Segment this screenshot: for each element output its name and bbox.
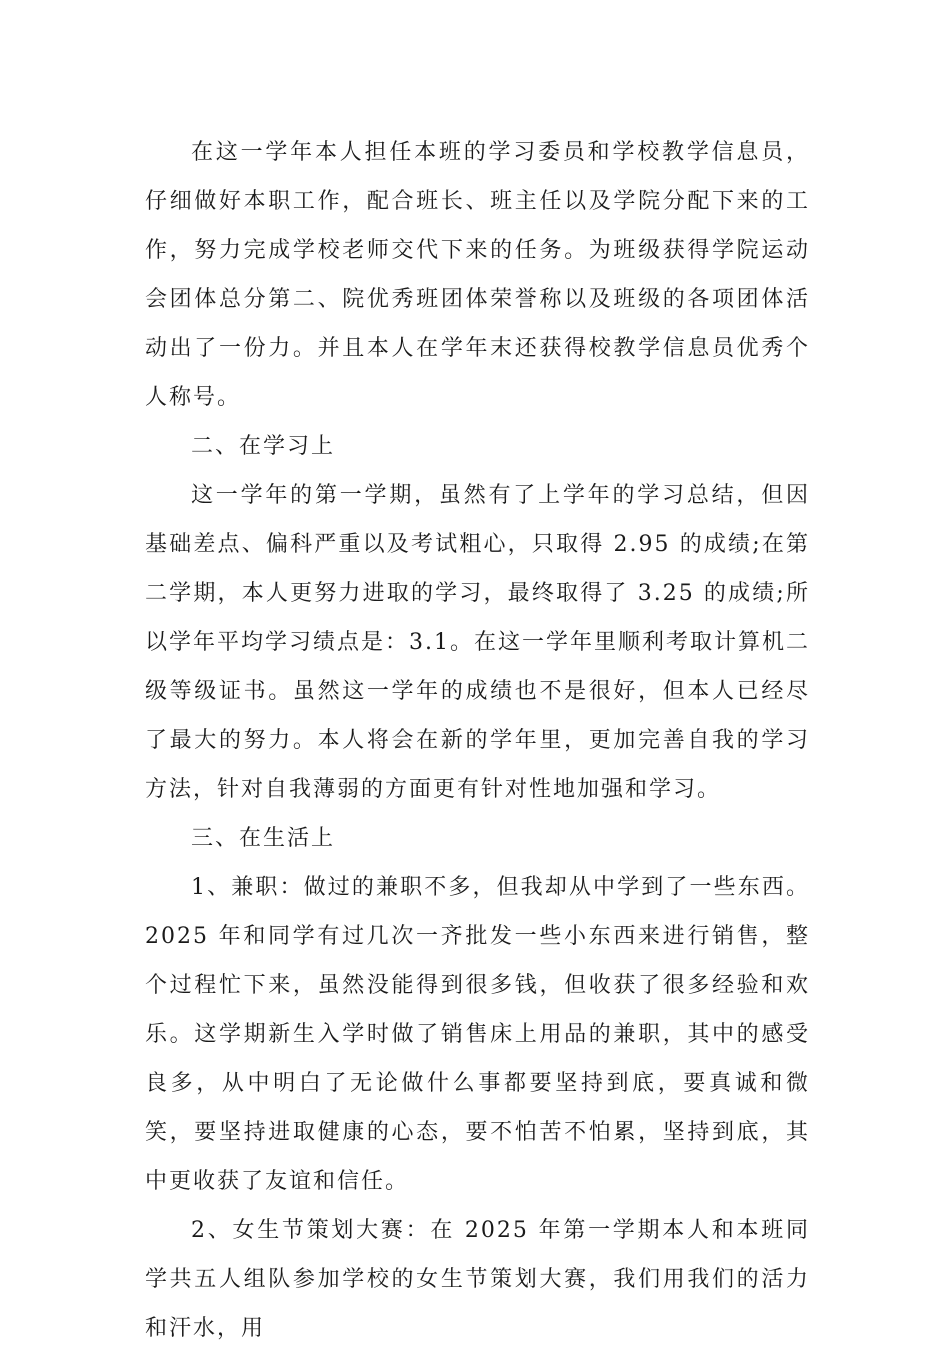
paragraph-role-summary: 在这一学年本人担任本班的学习委员和学校教学信息员，仔细做好本职工作，配合班长、班主任以及学院分配下来的工作，努力完成学校老师交代下来的任务。为班级获得学院运动会团体总分第二、院优秀班团体荣誉称以及班级的各项团体活动出了一份力。并且本人在学年末还获得校教学信息员优秀个人称号。 <box>145 140 810 410</box>
section-heading-study: 二、在学习上 <box>191 434 336 459</box>
paragraph-part-time: 1、兼职：做过的兼职不多，但我却从中学到了一些东西。2025 年和同学有过几次一齐批发一些小东西来进行销售，整个过程忙下来，虽然没能得到很多钱，但收获了很多经验和欢乐。这学期新生入学时做了销售床上用品的兼职，其中的感受良多，从中明白了无论做什么事都要坚持到底，要真诚和微笑，要坚持进取健康的心态，要不怕苦不怕累，坚持到底，其中更收获了友谊和信任。 <box>145 875 810 1194</box>
paragraph-planning-contest: 2、女生节策划大赛：在 2025 年第一学期本人和本班同学共五人组队参加学校的女生节策划大赛，我们用我们的活力和汗水，用 <box>145 1218 810 1341</box>
section-heading-life: 三、在生活上 <box>191 826 336 851</box>
document-body <box>145 128 810 1353</box>
paragraph-study: 这一学年的第一学期，虽然有了上学年的学习总结，但因基础差点、偏科严重以及考试粗心，只取得 2.95 的成绩;在第二学期，本人更努力进取的学习，最终取得了 3.25 的成绩;所以学年平均学习绩点是：3.1。在这一学年里顺利考取计算机二级等级证书。虽然这一学年的成绩也不是很好，但本人已经尽了最大的努力。本人将会在新的学年里，更加完善自我的学习方法，针对自我薄弱的方面更有针对性地加强和学习。 <box>145 483 810 802</box>
